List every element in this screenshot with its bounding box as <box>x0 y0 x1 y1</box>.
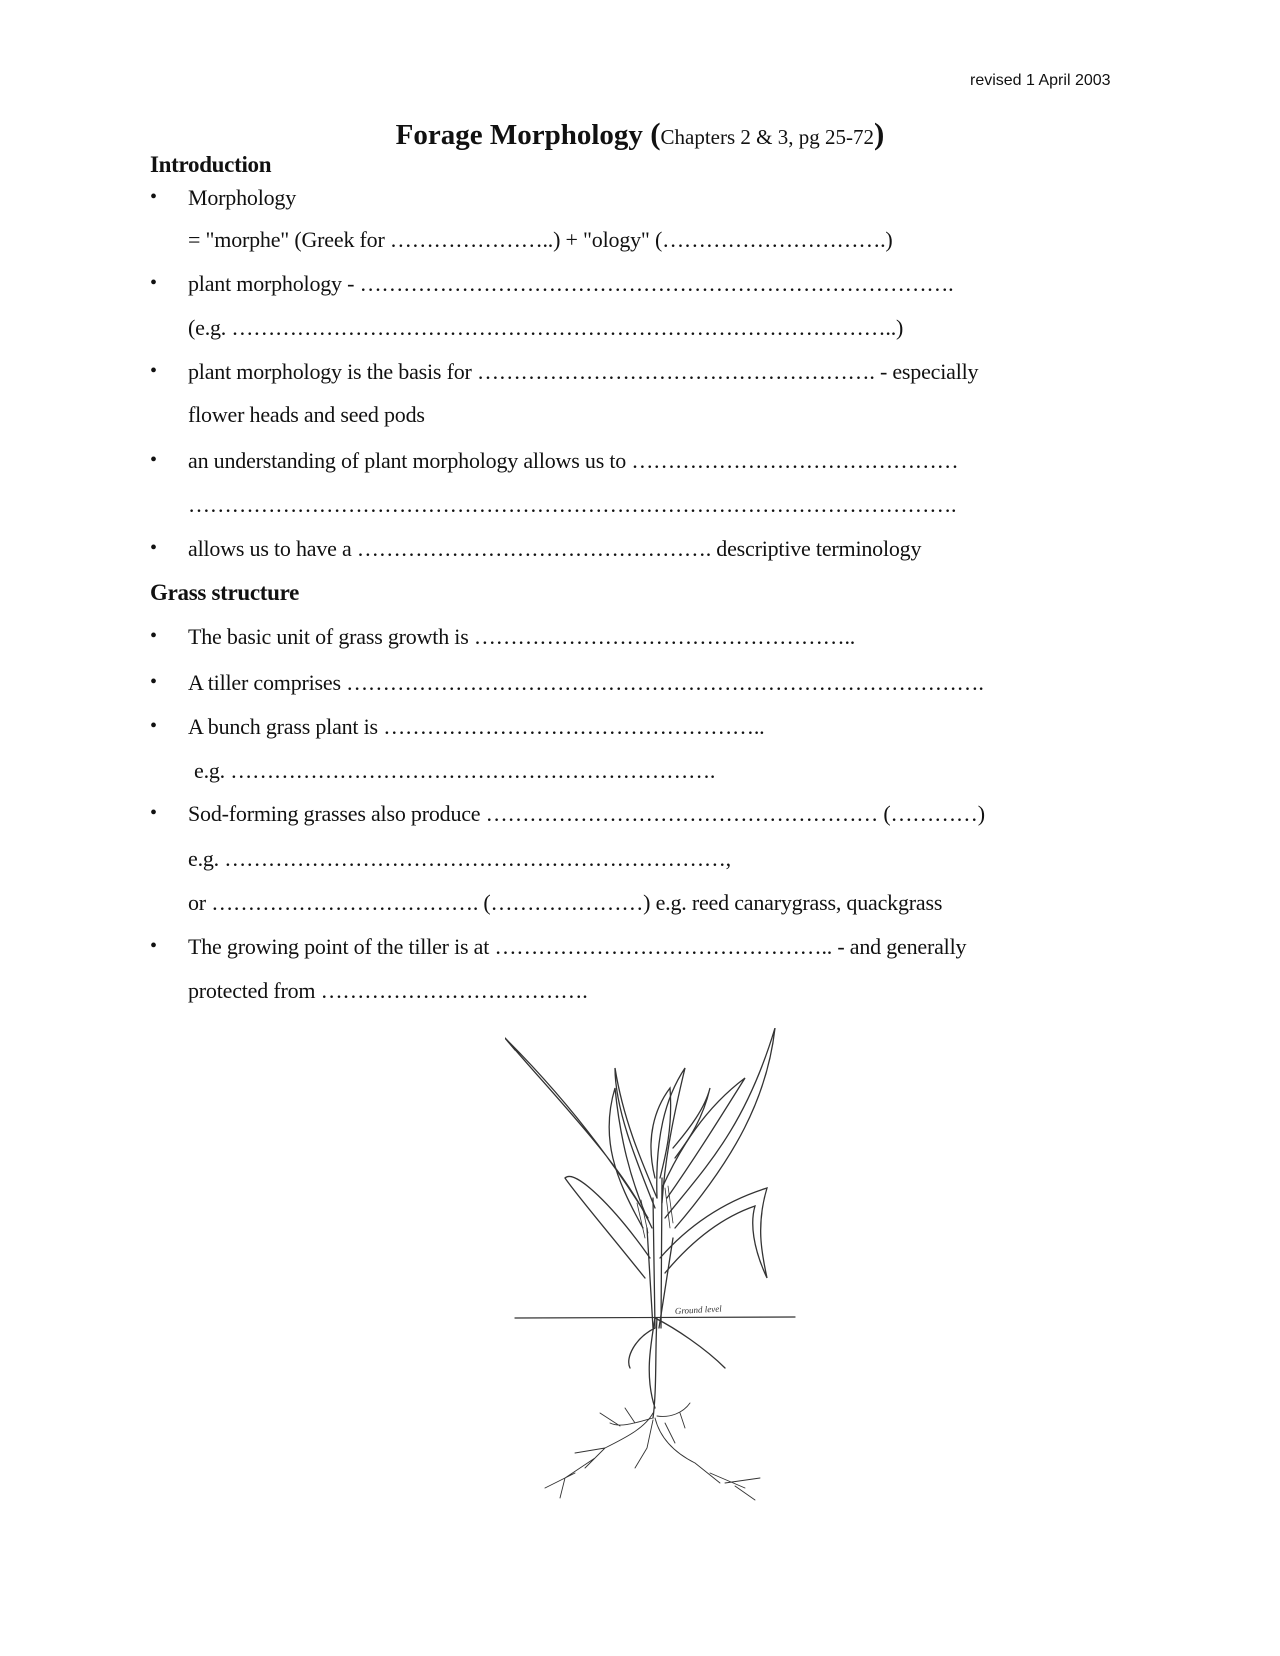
intro-line-morphology: Morphology <box>188 185 297 210</box>
section-heading-grass-structure: Grass structure <box>150 580 300 605</box>
grass-line-tiller: A tiller comprises ……………………………………………………………………………. <box>188 670 984 695</box>
grass-line-reed-canarygrass: or ………………………………. (…………………) e.g. reed canarygrass, quackgrass <box>188 890 943 915</box>
bullet-icon: • <box>150 715 158 737</box>
title-chapters: Chapters 2 & 3, pg 25-72 <box>660 125 874 149</box>
grass-line-bunch-grass: A bunch grass plant is …………………………………………….. <box>188 714 765 739</box>
title-open-paren: ( <box>650 116 661 151</box>
title-close-paren: ) <box>874 116 885 151</box>
bullet-icon: • <box>150 625 158 647</box>
grass-line-protected-from: protected from ………………………………. <box>188 978 588 1003</box>
intro-line-terminology: allows us to have a …………………………………………. descriptive terminology <box>188 536 922 561</box>
intro-line-continuation: ……………………………………………………………………………………………. <box>188 492 957 517</box>
grass-line-growing-point: The growing point of the tiller is at ……………………………………….. - and generally <box>188 934 967 959</box>
intro-line-flower-heads: flower heads and seed pods <box>188 402 425 427</box>
intro-line-morphe-definition: = "morphe" (Greek for …………………..) + "ology" (………………………….) <box>188 227 893 252</box>
bullet-icon: • <box>150 272 158 294</box>
intro-line-example: (e.g. ………………………………………………………………………………..) <box>188 315 904 340</box>
bullet-icon: • <box>150 360 158 382</box>
bullet-icon: • <box>150 802 158 824</box>
bullet-icon: • <box>150 935 158 957</box>
ground-level-label: Ground level <box>674 1303 722 1316</box>
revision-date: revised 1 April 2003 <box>970 72 1111 89</box>
bullet-icon: • <box>150 671 158 693</box>
title-main: Forage Morphology <box>395 119 643 151</box>
grass-line-bunch-example: e.g. …………………………………………………………. <box>194 758 716 783</box>
intro-line-understanding: an understanding of plant morphology allows us to ……………………………………… <box>188 448 959 473</box>
bullet-icon: • <box>150 449 158 471</box>
grass-plant-illustration <box>505 1028 805 1508</box>
page-title <box>0 116 1280 152</box>
bullet-icon: • <box>150 186 158 208</box>
grass-line-sod-forming: Sod-forming grasses also produce ……………………………………………… (…………) <box>188 801 985 826</box>
intro-line-plant-morphology: plant morphology - ………………………………………………………………………. <box>188 271 954 296</box>
bullet-icon: • <box>150 537 158 559</box>
section-heading-introduction: Introduction <box>150 152 272 177</box>
intro-line-basis: plant morphology is the basis for ………………………………………………. - especially <box>188 359 979 384</box>
grass-line-sod-example: e.g. ……………………………………………………………, <box>188 846 731 871</box>
grass-line-basic-unit: The basic unit of grass growth is …………………………………………….. <box>188 624 856 649</box>
